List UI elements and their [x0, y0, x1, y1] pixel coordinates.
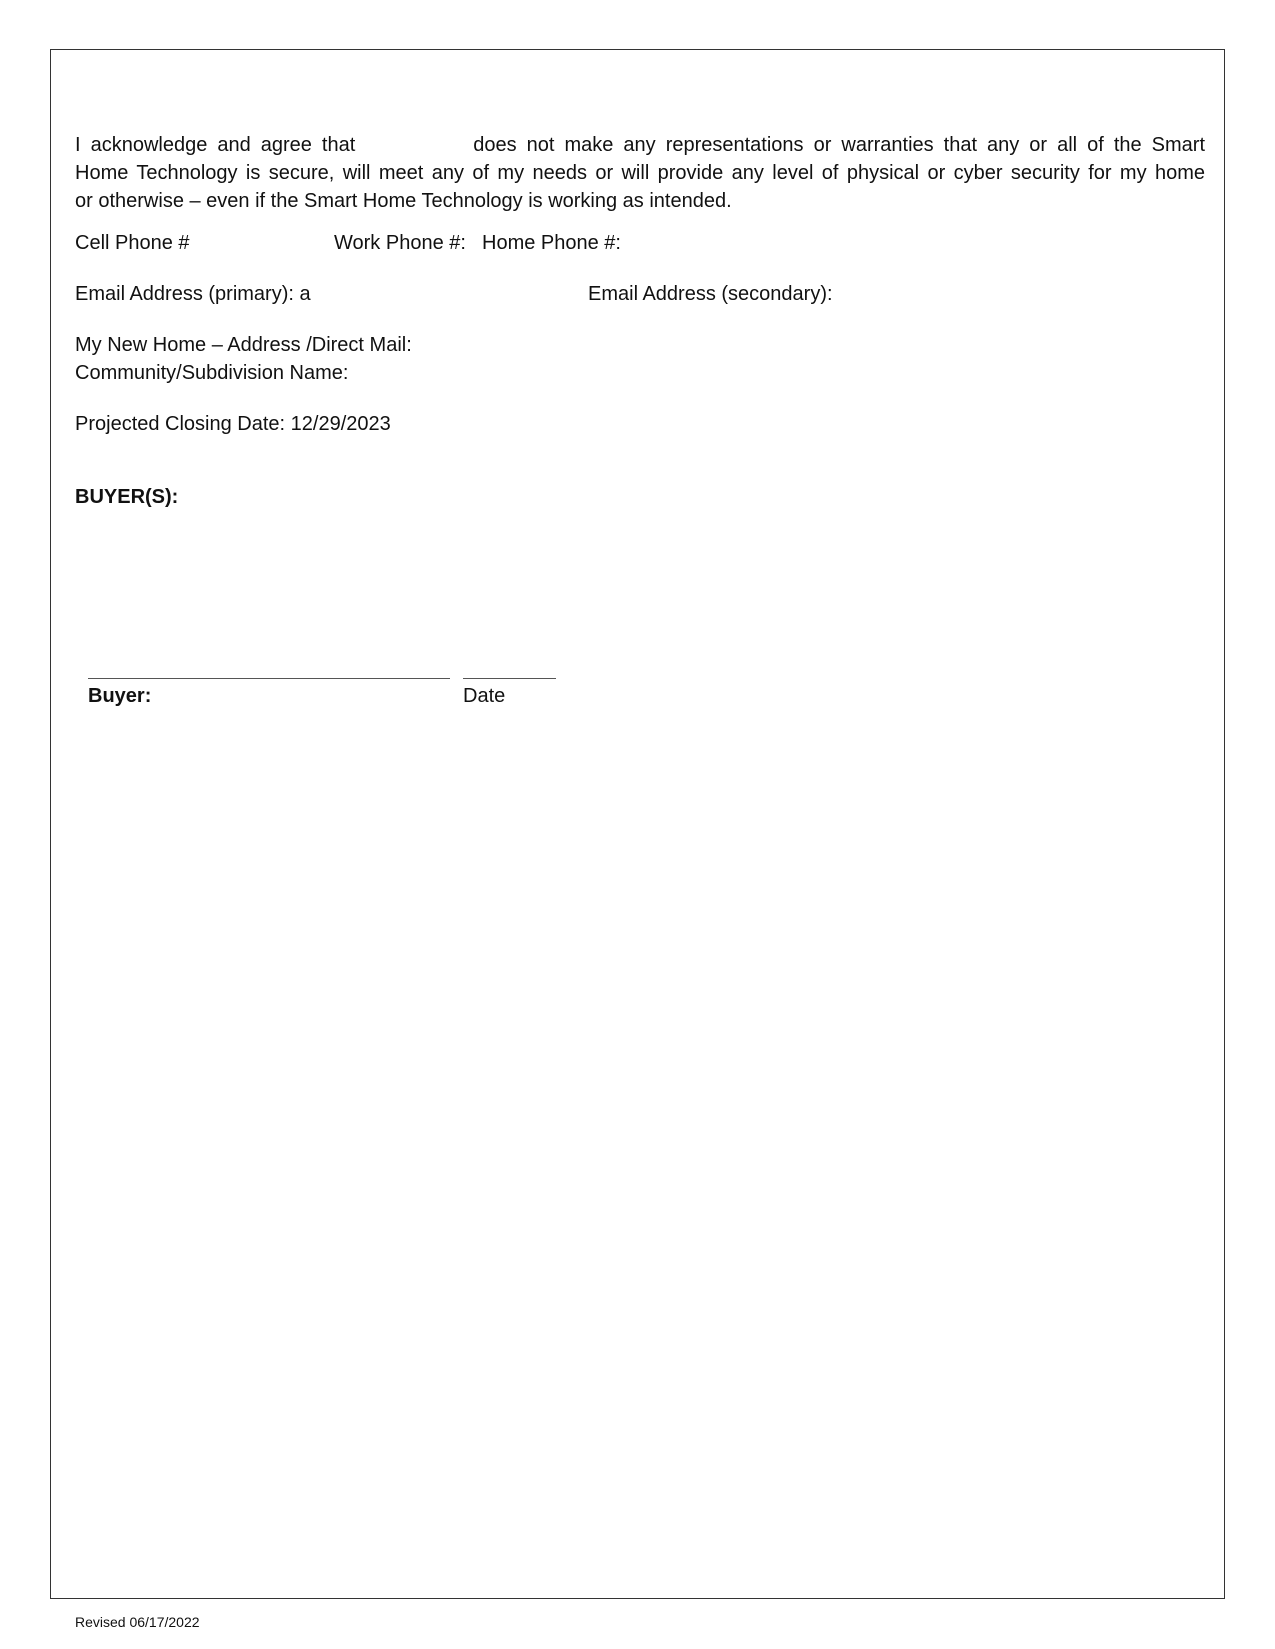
home-phone-label: Home Phone #: — [482, 232, 621, 254]
buyers-heading: BUYER(S): — [75, 486, 179, 508]
projected-closing-date: Projected Closing Date: 12/29/2023 — [75, 413, 391, 435]
acknowledgement-text-end: does not make any representations or warranties that any or all of the Smart — [473, 134, 1205, 156]
acknowledgement-text-start: I acknowledge and agree that — [75, 134, 356, 156]
email-primary-label: Email Address (primary): a — [75, 283, 311, 305]
revision-date: Revised 06/17/2022 — [75, 1614, 200, 1630]
acknowledgement-paragraph — [75, 131, 1205, 215]
buyer-signature-label: Buyer: — [88, 685, 152, 707]
date-label: Date — [463, 685, 506, 707]
date-signature-line — [463, 678, 556, 679]
email-secondary-label: Email Address (secondary): — [588, 283, 833, 305]
buyer-signature-line — [88, 678, 450, 679]
acknowledgement-line-2: Home Technology is secure, will meet any of my needs or will provide any level of physical or cyber security for my home — [75, 162, 1205, 184]
community-name-label: Community/Subdivision Name: — [75, 362, 349, 384]
cell-phone-label: Cell Phone # — [75, 232, 190, 254]
work-phone-label: Work Phone #: — [334, 232, 466, 254]
new-home-address-label: My New Home – Address /Direct Mail: — [75, 334, 412, 356]
acknowledgement-line-3: or otherwise – even if the Smart Home Technology is working as intended. — [75, 190, 732, 212]
acknowledgement-line-1 — [75, 131, 1205, 159]
